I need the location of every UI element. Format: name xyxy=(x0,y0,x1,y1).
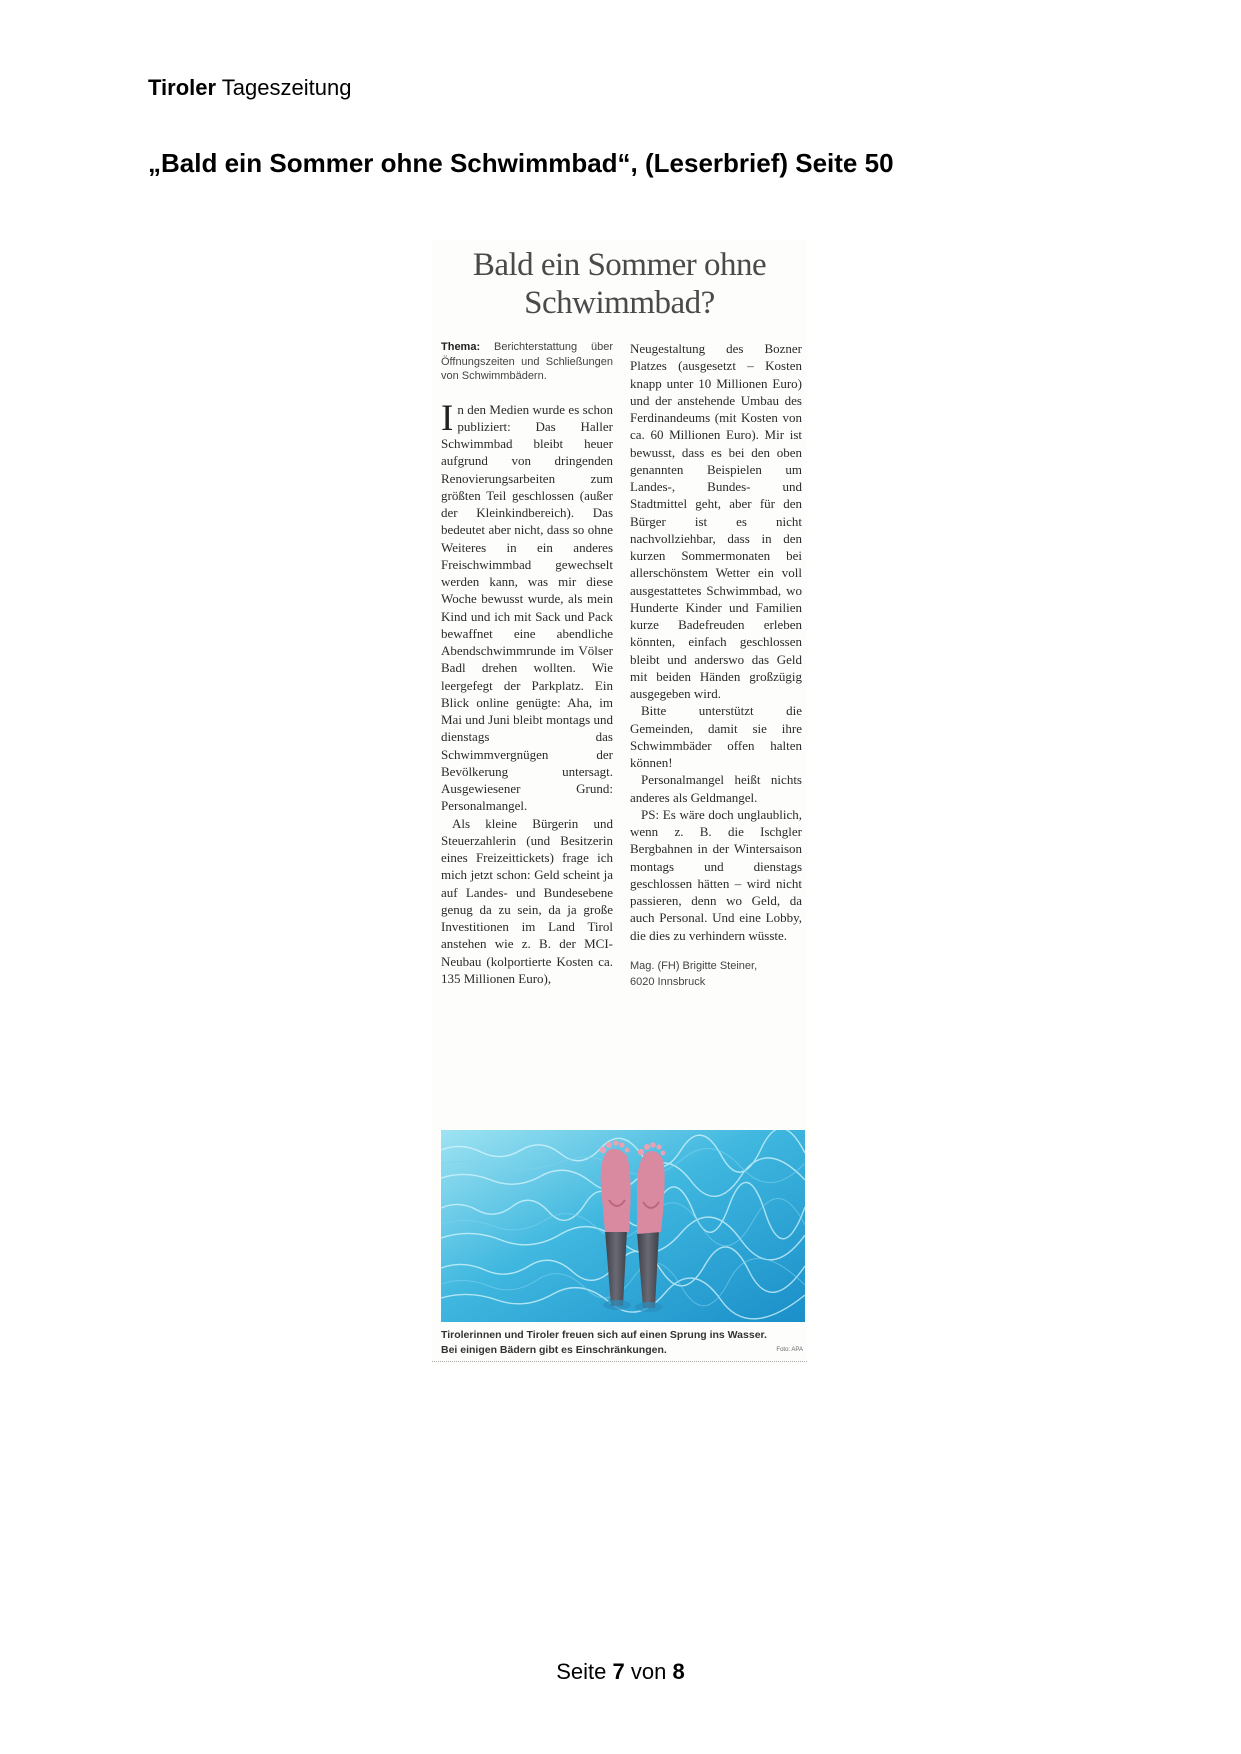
page-middle: von xyxy=(630,1659,667,1684)
page-footer xyxy=(0,1658,1241,1686)
article-headline xyxy=(432,246,807,322)
headline-line-2: Schwimmbad? xyxy=(524,285,715,321)
publication-name-rest: Tageszeitung xyxy=(221,75,352,100)
article-photo xyxy=(441,1130,805,1322)
article-column-right xyxy=(630,340,802,990)
thema-label: Thema: xyxy=(441,341,481,353)
photo-credit: Foto: APA xyxy=(776,1347,803,1353)
pool-legs-photo xyxy=(441,1130,805,1322)
clipping-edge xyxy=(432,1361,807,1364)
article-paragraph: Bitte unterstützt die Gemeinden, damit sie ihre Schwimmbäder offen halten können! xyxy=(630,703,802,770)
paragraph-text: n den Medien wurde es schon publiziert: Das Haller Schwimmbad bleibt heuer aufgrund von dringenden Renovierungsarbeiten zum größten Teil geschlossen (außer der Kleinkindbereich). Das bedeutet aber nicht, dass so ohne Weiteres in ein anderes Freischwimmbad gewechselt werden kann, was mir diese Woche bewusst wurde, als mein Kind und ich mit Sack und Pack bewaffnet eine abendliche Abendschwimmrunde im Völser Badl drehen wollten. Wie leergefegt der Parkplatz. Ein Blick online genügte: Aha, im Mai und Juni bleibt montags und dienstags das Schwimmvergnügen der Bevölkerung untersagt. Ausgewiesener Grund: Personalmangel. xyxy=(441,401,613,814)
article-paragraph: Als kleine Bürgerin und Steuerzahlerin (und Besitzerin eines Freizeittickets) frage ich mich jetzt schon: Geld scheint ja auf Landes- und Bundesebene genug da zu sein, da ja große Investitionen im Land Tirol anstehen wie z. B. der MCI-Neubau (kolportierte Kosten ca. 135 Millionen Euro), xyxy=(441,815,613,986)
article-paragraph: Personalmangel heißt nichts anderes als Geldmangel. xyxy=(630,772,802,805)
thema-note xyxy=(441,340,613,384)
letter-signature xyxy=(630,958,802,990)
photo-caption xyxy=(441,1328,805,1358)
signature-location: 6020 Innsbruck xyxy=(630,975,706,988)
headline-line-1: Bald ein Sommer ohne xyxy=(472,247,767,283)
newspaper-clipping xyxy=(432,240,807,1365)
article-paragraph: Neugestaltung des Bozner Platzes (ausgesetzt – Kosten knapp unter 10 Millionen Euro) und der anstehende Umbau des Ferdinandeums (mit Kosten von ca. 60 Millionen Euro). Mir ist bewusst, dass es bei den oben genannten Beispielen um Landes-, Bundes- und Stadtmittel geht, aber für den Bürger ist es nicht nachvollziehbar, dass in den kurzen Sommermonaten bei allerschönstem Wetter ein voll ausgestattetes Schwimmbad, wo Hunderte Kinder und Familien kurze Badefreuden erleben könnten, einfach geschlossen bleibt und anderswo das Geld mit beiden Händen großzügig ausgegeben wird. xyxy=(630,341,802,701)
article-paragraph: PS: Es wäre doch unglaublich, wenn z. B. die Ischgler Bergbahnen in der Wintersaison montags und dienstags geschlossen hätten – wird nicht passieren, denn wo Geld, da auch Personal. Und eine Lobby, die dies zu verhindern wüsste. xyxy=(630,806,802,943)
caption-line-1: Tirolerinnen und Tiroler freuen sich auf einen Sprung ins Wasser. xyxy=(441,1329,767,1341)
article-column-left xyxy=(441,340,613,987)
thema-text: Berichterstattung über Öffnungszeiten und Schließungen von Schwimmbädern. xyxy=(441,341,614,382)
page-prefix: Seite xyxy=(556,1659,607,1684)
publication-name-bold: Tiroler xyxy=(148,75,217,100)
caption-line-2: Bei einigen Bädern gibt es Einschränkungen. xyxy=(441,1344,667,1356)
page-number-current: 7 xyxy=(612,1659,625,1684)
publication-header xyxy=(148,74,351,102)
signature-name: Mag. (FH) Brigitte Steiner, xyxy=(630,959,758,972)
document-title: „Bald ein Sommer ohne Schwimmbad“, (Leserbrief) Seite 50 xyxy=(148,148,894,178)
article-paragraph xyxy=(441,397,613,815)
drop-cap: I xyxy=(441,397,454,439)
page-number-total: 8 xyxy=(672,1659,685,1684)
